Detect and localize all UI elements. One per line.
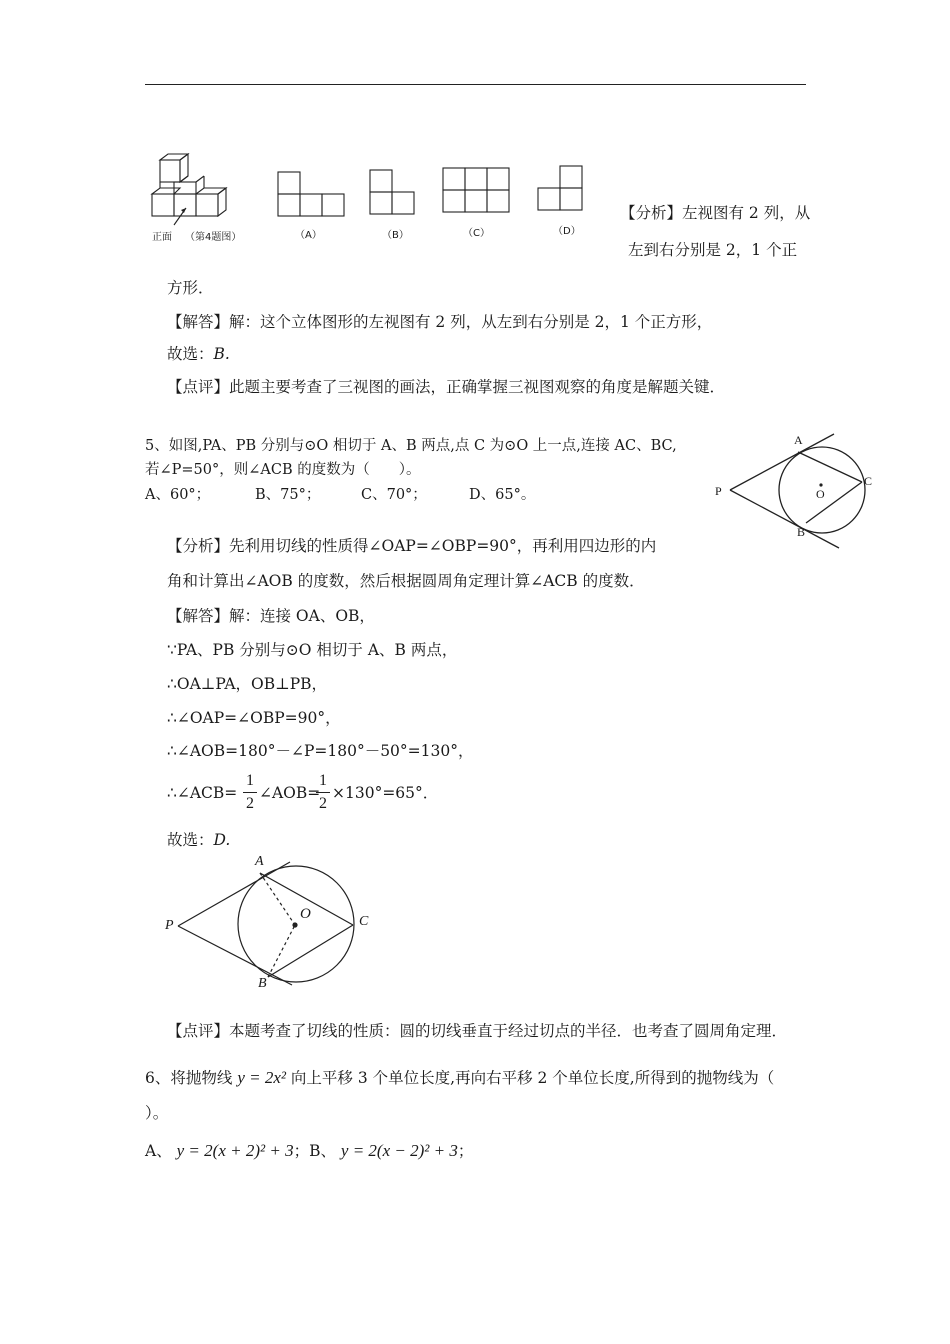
q6-opt-a-formula: y = 2(x + 2)² + 3 xyxy=(176,1141,294,1160)
q5-analysis-line1: 【分析】先利用切线的性质得∠OAP=∠OBP=90°，再利用四边形的内 xyxy=(167,537,657,555)
q4-comment: 【点评】此题主要考查了三视图的画法，正确掌握三视图观察的角度是解题关键． xyxy=(167,378,726,396)
q4-option-a-label: （A） xyxy=(295,230,322,241)
q5-fig2-label-p: P xyxy=(165,918,174,933)
q6-options xyxy=(145,1141,473,1161)
q5-fig1-label-c: C xyxy=(864,474,873,488)
q5-frac1-bar xyxy=(243,792,257,793)
q4-choose-value: B. xyxy=(213,345,230,363)
q5-figure-2 xyxy=(160,855,390,995)
q5-solution-line1: 【解答】解：连接 OA、OB， xyxy=(167,607,375,625)
q5-choose-prefix: 故选： xyxy=(167,831,214,849)
q5-option-b: B、75°； xyxy=(255,487,321,503)
q5-solution-line3: ∴OA⊥PA，OB⊥PB， xyxy=(167,675,328,693)
q4-option-b-label: （B） xyxy=(382,230,409,241)
q4-choose-prefix: 故选： xyxy=(167,345,214,363)
q6-opt-end: ； xyxy=(457,1142,474,1160)
q5-choose-value: D. xyxy=(213,831,231,849)
q6-stem-line2: ）。 xyxy=(145,1104,169,1122)
q5-fig1-label-b: B xyxy=(797,525,806,539)
q5-fig2-label-o: O xyxy=(300,906,311,922)
q4-choose xyxy=(167,344,230,364)
q6-opt-a-label: A、 xyxy=(145,1142,172,1160)
q4-answer: 【解答】解：这个立体图形的左视图有 2 列，从左到右分别是 2，1 个正方形， xyxy=(167,313,713,331)
q5-option-d: D、65°。 xyxy=(469,487,536,503)
q5-frac2-num: 1 xyxy=(319,772,327,789)
q5-stem-line1: 5、如图,PA、PB 分别与⊙O 相切于 A、B 两点,点 C 为⊙O 上一点,连接 AC、BC, xyxy=(145,438,677,454)
q5-frac-tail: ×130°=65°． xyxy=(332,784,439,802)
q4-analysis-line3: 方形． xyxy=(167,279,214,297)
q5-option-c: C、70°； xyxy=(361,487,427,503)
q5-fig2-label-b: B xyxy=(258,976,267,991)
q4-option-d-label: （D） xyxy=(553,226,581,237)
q6-stem-formula: y = 2x² xyxy=(237,1068,286,1087)
q5-frac1-num: 1 xyxy=(246,772,254,789)
q5-fig2-label-a: A xyxy=(255,854,264,869)
q4-fig-caption-title: （第4题图） xyxy=(185,232,242,243)
q5-solution-line5: ∴∠AOB=180°－∠P=180°－50°=130°， xyxy=(167,742,474,760)
q5-fig1-label-p: P xyxy=(715,484,722,498)
q5-stem-line2: 若∠P=50°，则∠ACB 的度数为（ ）。 xyxy=(145,462,421,478)
q6-opt-b-formula: y = 2(x − 2)² + 3 xyxy=(340,1141,458,1160)
q5-solution-line4: ∴∠OAP=∠OBP=90°， xyxy=(167,709,341,727)
q5-frac-prefix: ∴∠ACB= xyxy=(167,784,238,802)
q5-analysis-line2: 角和计算出∠AOB 的度数，然后根据圆周角定理计算∠ACB 的度数． xyxy=(167,572,645,590)
q6-stem-suffix: 向上平移 3 个单位长度,再向右平移 2 个单位长度,所得到的抛物线为（ xyxy=(290,1069,775,1087)
q5-solution-line2: ∵PA、PB 分别与⊙O 相切于 A、B 两点， xyxy=(167,641,458,659)
q5-frac-mid: ∠AOB= xyxy=(259,784,321,802)
q5-frac2-den: 2 xyxy=(319,795,327,812)
q6-opt-sep: ；B、 xyxy=(293,1142,336,1160)
q5-choose xyxy=(167,830,230,850)
q4-fig-caption-front: 正面 xyxy=(152,232,172,243)
arrow-icon xyxy=(181,208,186,213)
q5-fig1-label-a: A xyxy=(794,433,803,447)
q5-frac2-bar xyxy=(316,792,330,793)
q6-stem-prefix: 6、将抛物线 xyxy=(145,1069,233,1087)
q5-fig2-label-c: C xyxy=(359,914,369,929)
q4-option-c-label: （C） xyxy=(463,228,490,239)
q5-comment: 【点评】本题考查了切线的性质：圆的切线垂直于经过切点的半径．也考查了圆周角定理． xyxy=(167,1022,788,1040)
q4-analysis-line2: 左到右分别是 2，1 个正 xyxy=(628,241,798,259)
header-rule xyxy=(145,84,806,85)
q5-option-a: A、60°； xyxy=(145,487,211,503)
q4-analysis-line1: 【分析】左视图有 2 列，从 xyxy=(620,204,811,222)
q6-stem-line1 xyxy=(145,1068,774,1088)
q5-frac1-den: 2 xyxy=(246,795,254,812)
q5-fig1-label-o: O xyxy=(816,487,825,501)
